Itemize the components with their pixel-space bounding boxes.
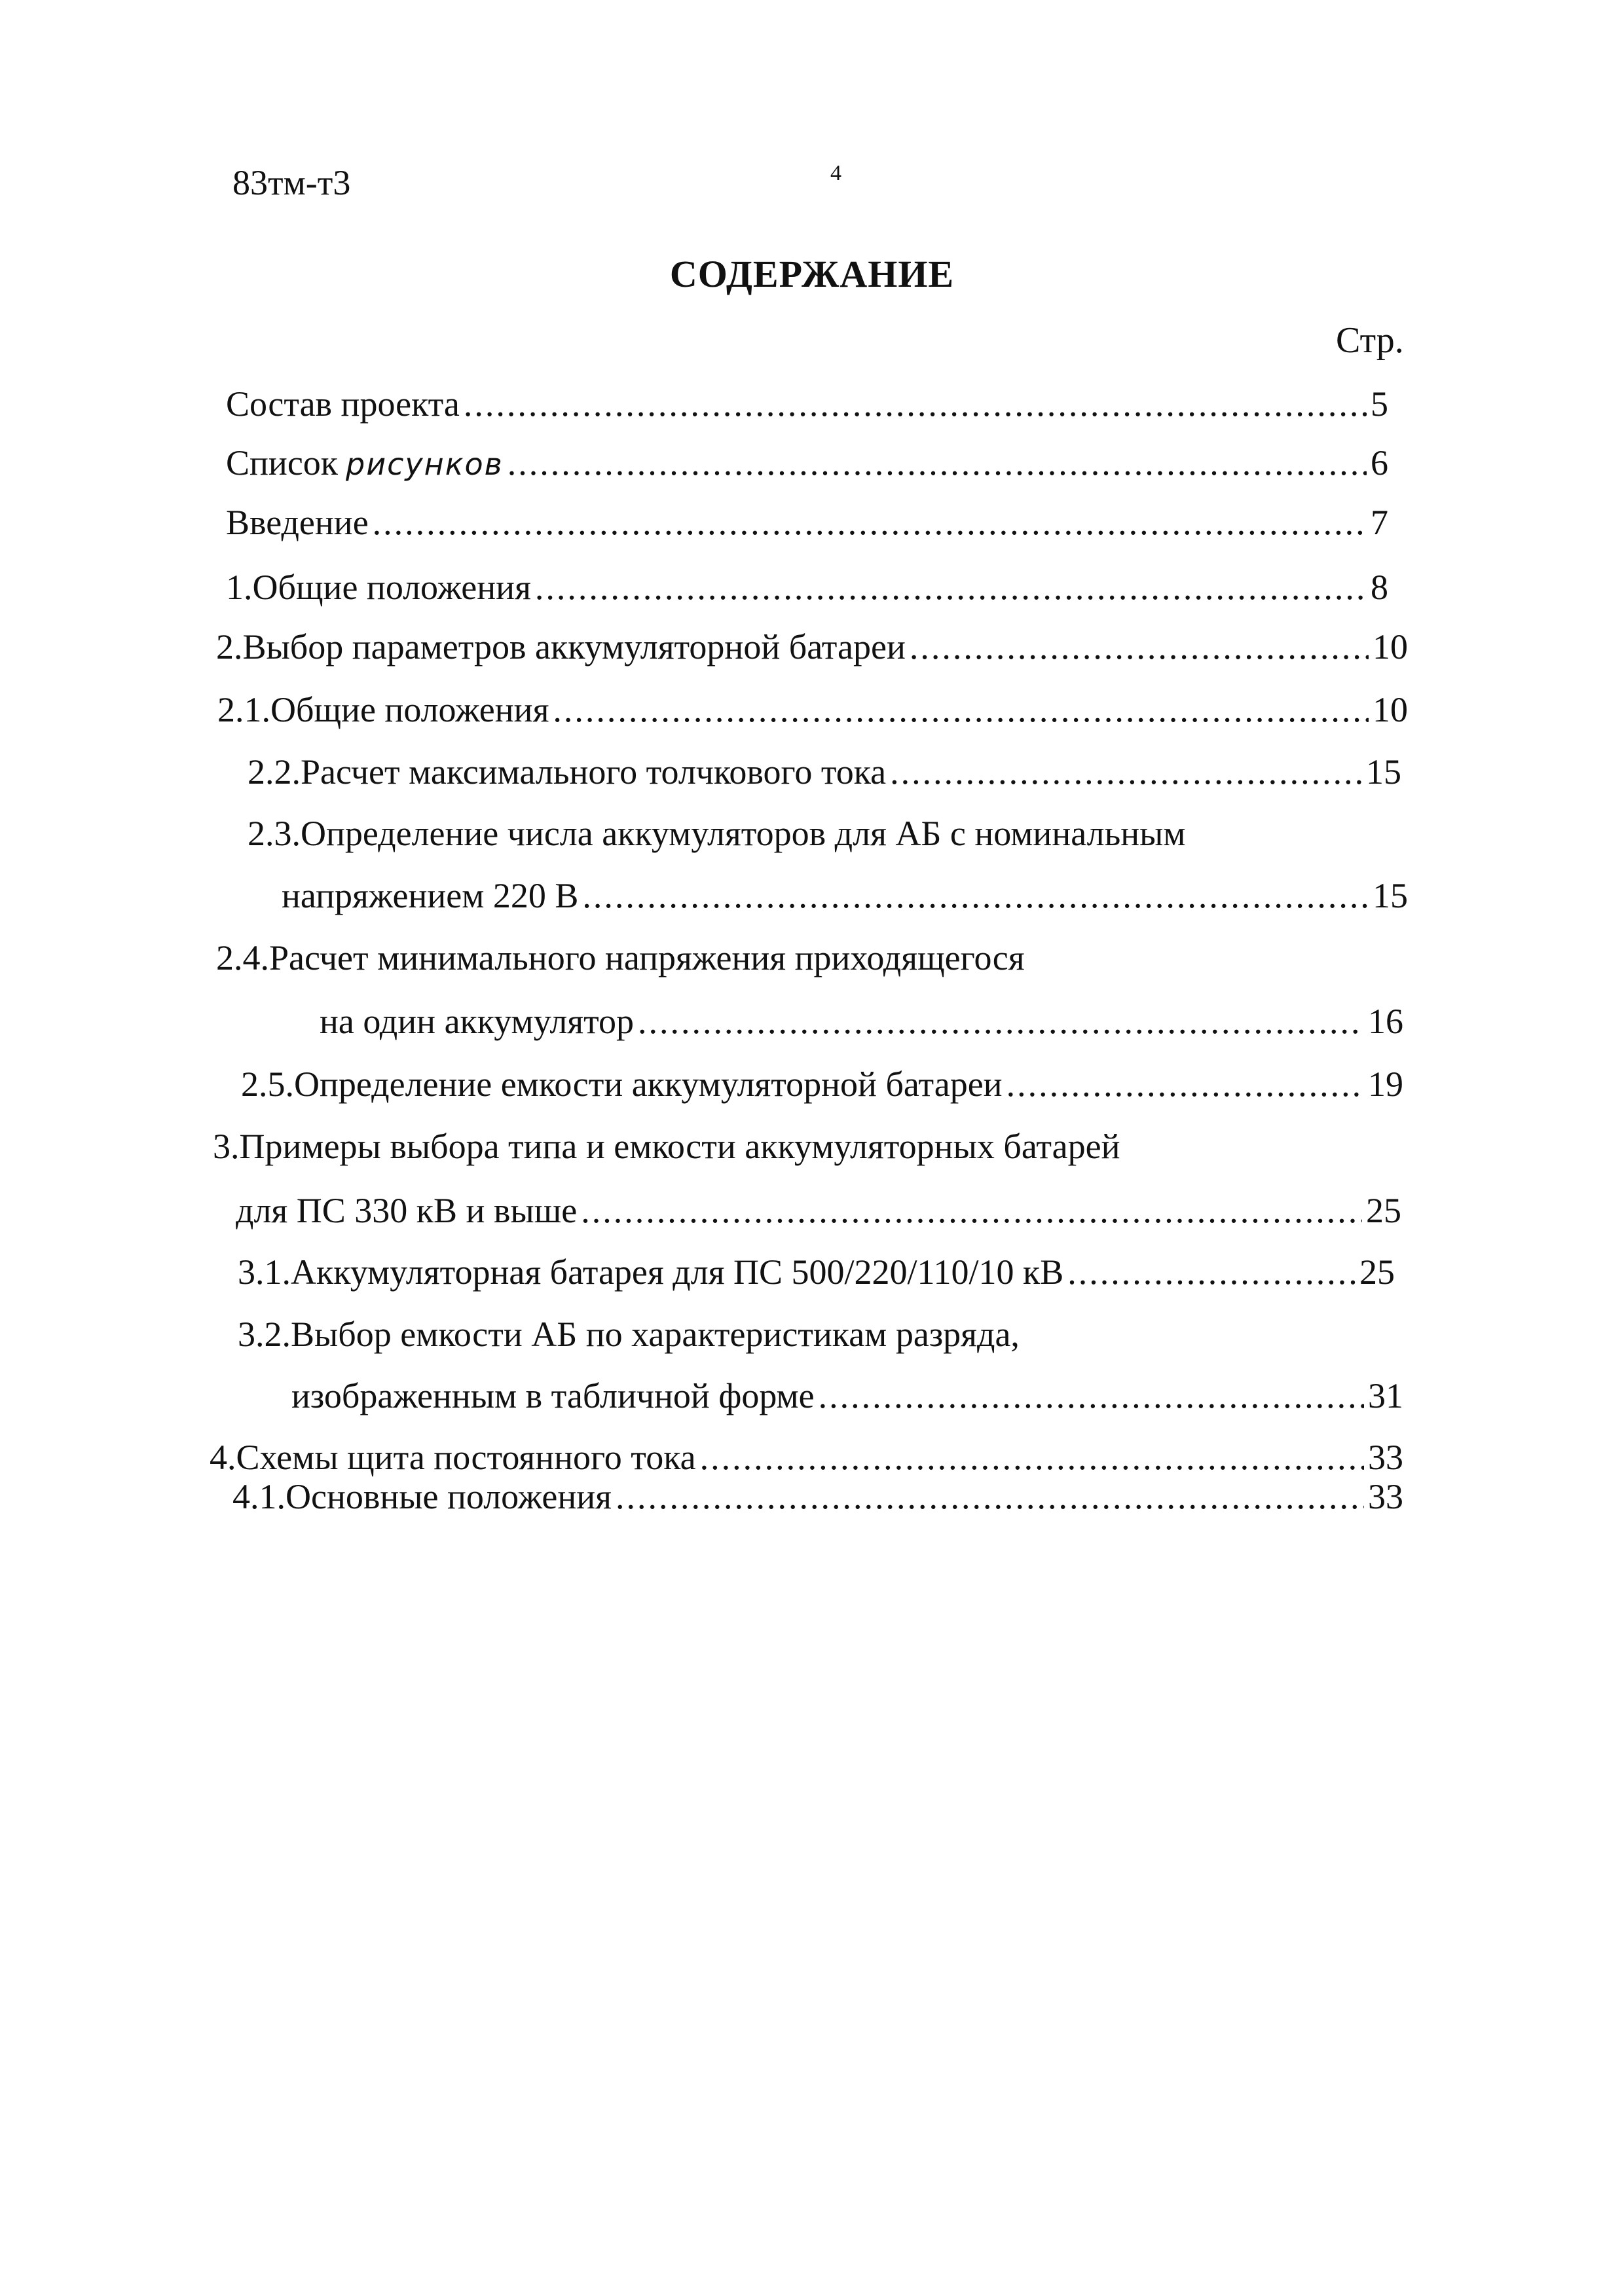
toc-entry-title: для ПС 330 кВ и выше xyxy=(236,1191,578,1230)
toc-entry-page: 16 xyxy=(1368,1002,1403,1041)
toc-entry-page: 33 xyxy=(1368,1477,1403,1516)
toc-entry-title: 4.1.Основные положения xyxy=(232,1477,612,1516)
dot-leader xyxy=(1006,1064,1364,1104)
dot-leader xyxy=(581,1190,1362,1231)
toc-entry-page: 5 xyxy=(1371,384,1388,424)
dot-leader xyxy=(582,875,1369,916)
toc-entry-title: Введение xyxy=(226,503,369,542)
toc-entry-page: 31 xyxy=(1368,1376,1403,1415)
dot-leader xyxy=(890,752,1362,792)
dot-leader xyxy=(535,567,1367,608)
toc-entry-page: 15 xyxy=(1366,752,1401,792)
page-title: СОДЕРЖАНИЕ xyxy=(669,253,955,295)
toc-entry-project-composition xyxy=(226,384,1388,424)
toc-entry-page: 25 xyxy=(1359,1252,1395,1292)
toc-entry-page: 8 xyxy=(1371,568,1388,607)
dot-leader xyxy=(819,1376,1364,1416)
toc-entry-title: 1.Общие положения xyxy=(226,568,531,607)
toc-entry-introduction xyxy=(226,502,1388,543)
toc-entry-title: напряжением 220 В xyxy=(282,876,579,915)
toc-entry-page: 19 xyxy=(1368,1065,1403,1104)
toc-entry-2-2 xyxy=(248,752,1401,792)
toc-entry-page: 7 xyxy=(1371,503,1388,542)
toc-entry-title: Состав проекта xyxy=(226,384,460,424)
toc-entry-title: Список xyxy=(226,443,339,483)
toc-entry-3 xyxy=(236,1190,1401,1231)
dot-leader xyxy=(638,1001,1364,1042)
toc-entry-2-1 xyxy=(217,689,1408,730)
toc-entry-title: на один аккумулятор xyxy=(320,1002,635,1041)
toc-entry-title: изображенным в табличной форме xyxy=(291,1376,815,1415)
toc-entry-title: 2.5.Определение емкости аккумуляторной батареи xyxy=(241,1065,1003,1104)
toc-entry-3-1 xyxy=(238,1252,1395,1292)
toc-entry-title: 3.1.Аккумуляторная батарея для ПС 500/220/110/10 кВ xyxy=(238,1252,1064,1292)
toc-entry-battery-params xyxy=(216,627,1408,667)
dot-leader xyxy=(700,1437,1364,1478)
page-number: 4 xyxy=(830,161,841,185)
toc-entry-2-4-line1: 2.4.Расчет минимального напряжения приходящегося xyxy=(216,938,1025,977)
toc-entry-3-2-line1: 3.2.Выбор емкости АБ по характеристикам разряда, xyxy=(238,1315,1020,1354)
dot-leader xyxy=(553,689,1369,730)
page-column-label: Стр. xyxy=(1336,320,1404,361)
toc-entry-title: 2.2.Расчет максимального толчкового тока xyxy=(248,752,887,792)
dot-leader xyxy=(507,443,1367,483)
toc-entry-general-provisions xyxy=(226,567,1388,608)
toc-entry-page: 15 xyxy=(1373,876,1408,915)
toc-entry-title: 2.Выбор параметров аккумуляторной батареи xyxy=(216,627,906,666)
dot-leader xyxy=(910,627,1369,667)
dot-leader xyxy=(373,502,1367,543)
toc-entry-title: 2.1.Общие положения xyxy=(217,690,549,729)
toc-entry-2-3 xyxy=(282,875,1408,916)
dot-leader xyxy=(464,384,1367,424)
toc-entry-2-3-line1: 2.3.Определение числа аккумуляторов для АБ с номинальным xyxy=(248,814,1186,853)
toc-entry-page: 10 xyxy=(1373,627,1408,666)
toc-entry-page: 25 xyxy=(1366,1191,1401,1230)
toc-entry-4 xyxy=(210,1437,1403,1478)
toc-entry-2-4 xyxy=(320,1001,1403,1042)
handwritten-word: рисунков xyxy=(346,446,504,482)
dot-leader xyxy=(1067,1252,1356,1292)
toc-entry-title: 4.Схемы щита постоянного тока xyxy=(210,1438,696,1477)
toc-entry-figures-list xyxy=(226,443,1388,483)
toc-entry-page: 33 xyxy=(1368,1438,1403,1477)
toc-entry-page: 10 xyxy=(1373,690,1408,729)
dot-leader xyxy=(616,1476,1364,1517)
document-code: 83тм-т3 xyxy=(232,163,351,202)
toc-entry-4-1 xyxy=(232,1476,1403,1517)
toc-entry-3-2 xyxy=(291,1376,1403,1416)
toc-entry-3-line1: 3.Примеры выбора типа и емкости аккумуляторных батарей xyxy=(213,1127,1120,1166)
toc-entry-page: 6 xyxy=(1371,443,1388,483)
toc-entry-2-5 xyxy=(241,1064,1403,1104)
